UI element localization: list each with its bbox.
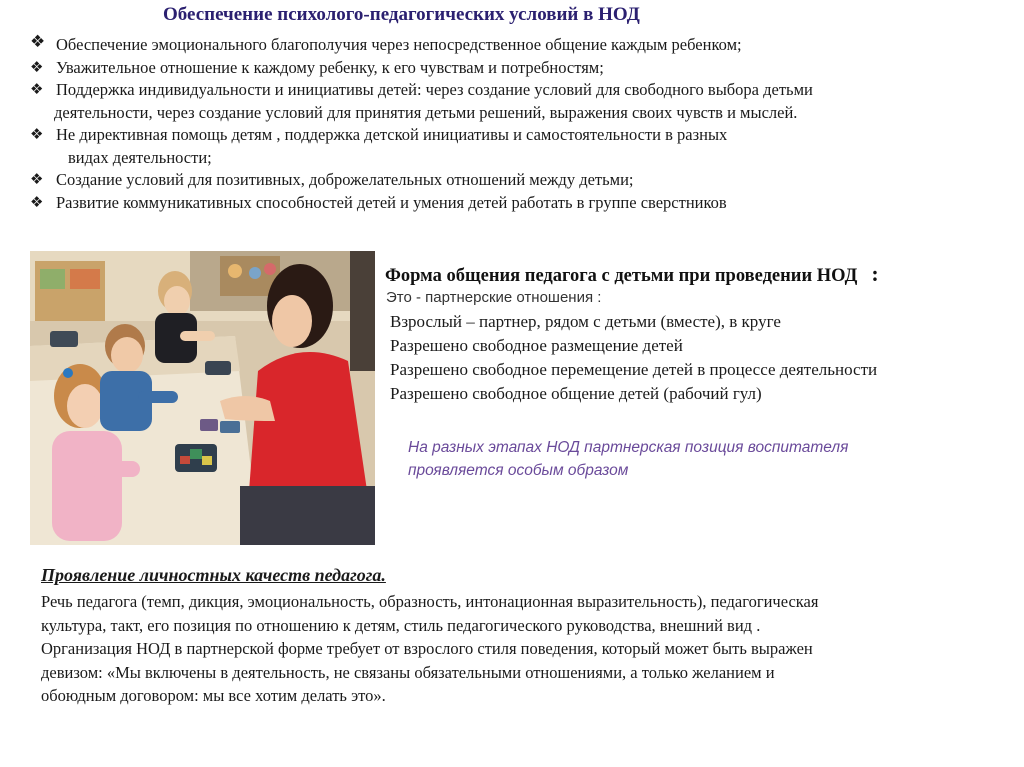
form-list-item: Разрешено свободное размещение детей <box>390 336 683 355</box>
slide-title: Обеспечение психолого-педагогических условий в НОД <box>163 4 640 25</box>
diamond-bullet-icon: ❖ <box>30 57 44 76</box>
list-item-text: Развитие коммуникативных способностей детей и умения детей работать в группе сверстников <box>56 192 727 212</box>
note-line: На разных этапах НОД партнерская позиция воспитателя <box>408 439 849 456</box>
classroom-photo <box>30 251 375 545</box>
form-title-text: Форма общения педагога с детьми при проведении НОД <box>385 266 858 286</box>
partner-position-note <box>408 436 848 482</box>
paragraph-line: культура, такт, его позиция по отношению к детям, стиль педагогического руководства, внешний вид . <box>41 615 761 635</box>
form-list-item: Разрешено свободное общение детей (рабочий гул) <box>390 384 762 403</box>
form-list-item: Взрослый – партнер, рядом с детьми (вместе), в круге <box>390 312 781 331</box>
form-subtitle: Это - партнерские отношения : <box>386 289 602 306</box>
list-item-text: деятельности, через создание условий для принятия детьми решений, выражения своих чувств и мыслей. <box>54 102 798 122</box>
list-item-text: Обеспечение эмоционального благополучия через непосредственное общение каждым ребенком; <box>56 35 742 54</box>
paragraph-line: Организация НОД в партнерской форме требует от взрослого стиля поведения, который может быть выражен <box>41 639 813 658</box>
diamond-bullet-icon: ❖ <box>30 170 44 188</box>
list-item-text: Поддержка индивидуальности и инициативы детей: через создание условий для свободного выбора детьми <box>56 80 813 99</box>
classroom-photo-illustration <box>30 251 375 545</box>
diamond-bullet-icon: ❖ <box>30 32 46 52</box>
paragraph-line: девизом: «Мы включены в деятельность, не связаны обязательными отношениями, а только желанием и <box>41 662 775 682</box>
conditions-list <box>30 34 1015 214</box>
diamond-bullet-icon: ❖ <box>30 125 44 143</box>
list-item <box>30 57 1015 80</box>
qualities-heading: Проявление личностных качеств педагога. <box>41 565 386 585</box>
list-item <box>30 34 1015 57</box>
note-line: проявляется особым образом <box>408 462 629 479</box>
list-item-text: видах деятельности; <box>68 147 212 167</box>
list-item-text: Создание условий для позитивных, доброжелательных отношений между детьми; <box>56 170 634 189</box>
list-item-text: Уважительное отношение к каждому ребенку, к его чувствам и потребностям; <box>56 57 604 77</box>
list-item <box>30 124 1015 169</box>
form-title-colon: : <box>871 261 879 286</box>
diamond-bullet-icon: ❖ <box>30 192 44 211</box>
list-item <box>30 192 1015 215</box>
list-item-text: Не директивная помощь детям , поддержка детской инициативы и самостоятельности в разных <box>56 125 728 144</box>
form-list-item: Разрешено свободное перемещение детей в процессе деятельности <box>390 360 878 379</box>
list-item <box>30 79 1015 124</box>
paragraph-line: Речь педагога (темп, дикция, эмоциональность, образность, интонационная выразительность), педагогическая <box>41 592 819 611</box>
qualities-paragraph <box>41 590 1001 708</box>
form-title <box>385 261 879 287</box>
list-item <box>30 169 1015 192</box>
diamond-bullet-icon: ❖ <box>30 80 44 98</box>
form-list <box>390 310 877 406</box>
paragraph-line: обоюдным договором: мы все хотим делать это». <box>41 686 386 705</box>
